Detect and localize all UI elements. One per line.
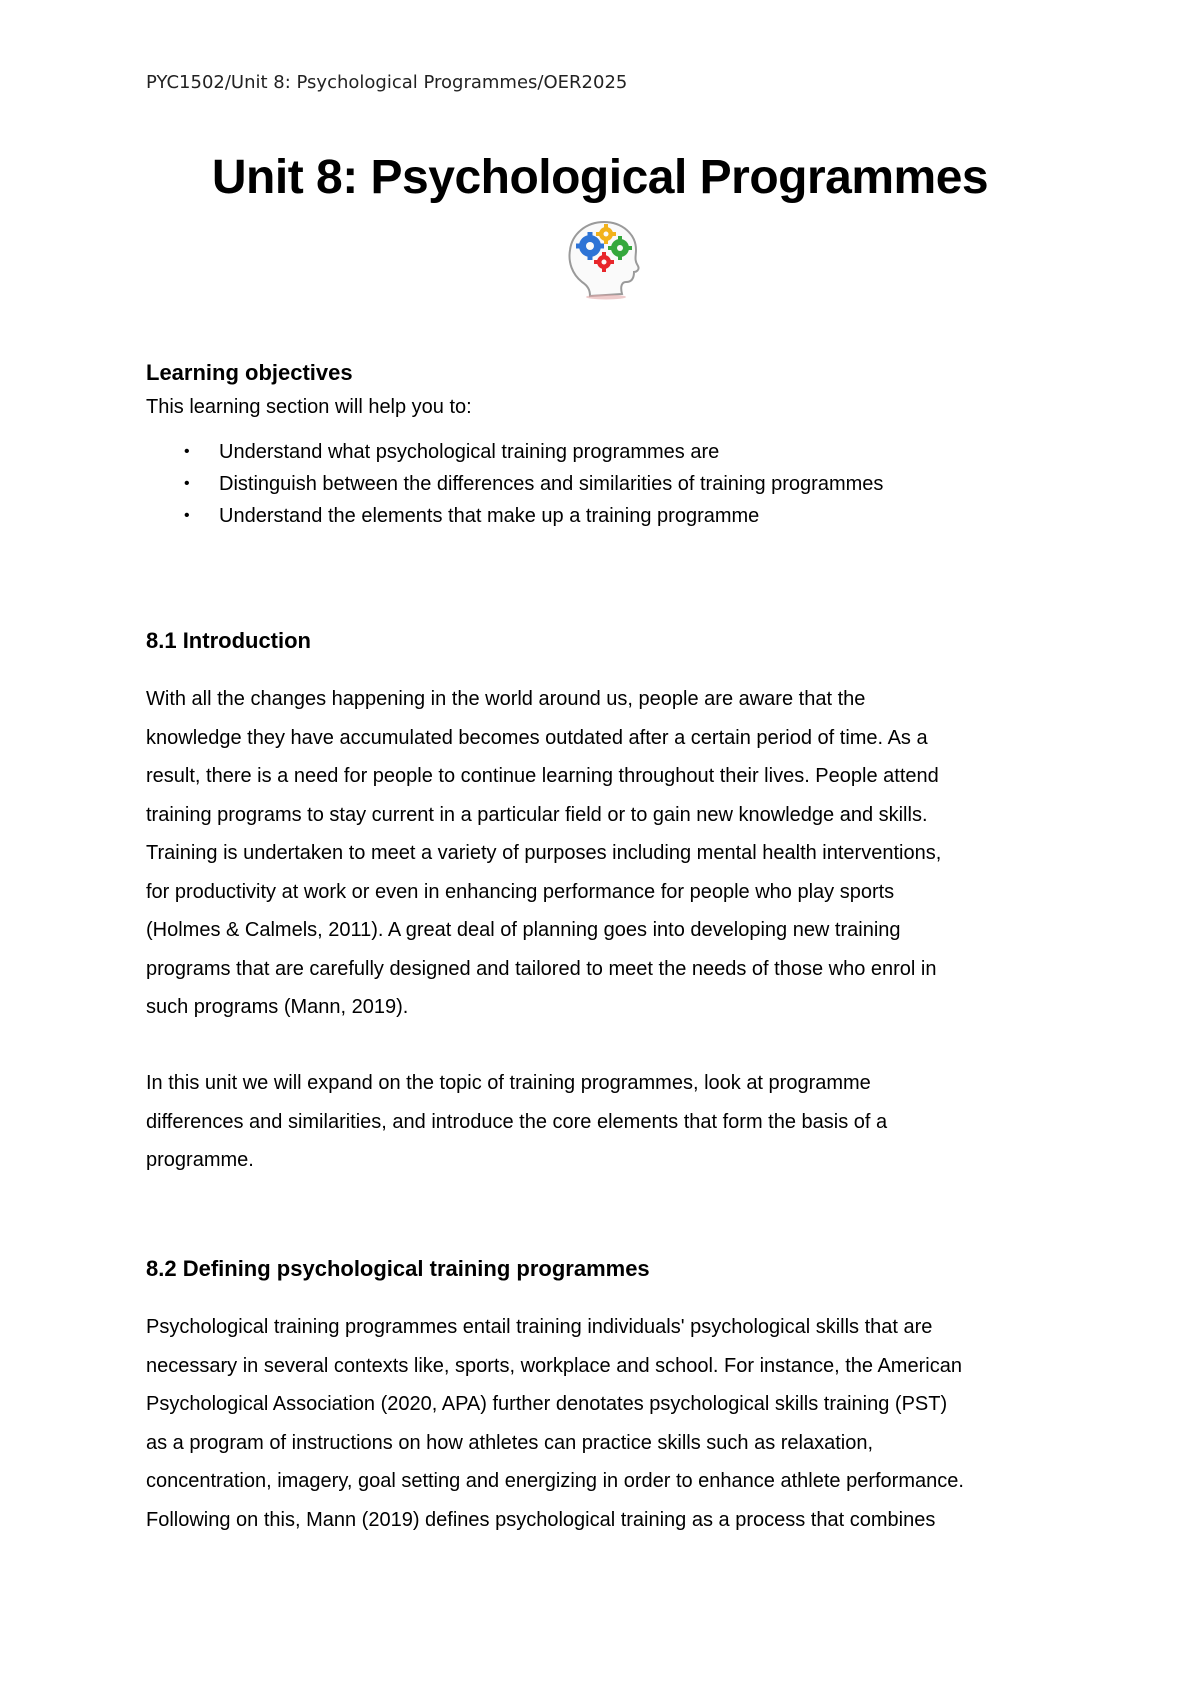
text-line: differences and similarities, and introduce the core elements that form the basis of a: [146, 1110, 888, 1133]
text-line: concentration, imagery, goal setting and energizing in order to enhance athlete performance.: [146, 1470, 964, 1492]
text-line: such programs (Mann, 2019).: [146, 996, 409, 1018]
list-item: [146, 500, 1106, 532]
learning-objectives-list: [146, 436, 1106, 532]
text-line: (Holmes & Calmels, 2011). A great deal of planning goes into developing new training: [146, 919, 901, 941]
text-line: as a program of instructions on how athletes can practice skills such as relaxation,: [146, 1431, 874, 1454]
list-item-text: Understand what psychological training programmes are: [219, 441, 720, 463]
text-line: Psychological Association (2020, APA) further denotates psychological skills training (PST): [146, 1393, 948, 1415]
page-title: Unit 8: Psychological Programmes: [211, 151, 989, 204]
section-heading-defining: 8.2 Defining psychological training programmes: [146, 1256, 650, 1281]
learning-objectives-heading: Learning objectives: [146, 360, 353, 385]
text-line: programs that are carefully designed and tailored to meet the needs of those who enrol in: [146, 957, 937, 980]
bullet-icon: •: [184, 443, 190, 460]
head-gears-illustration: [566, 216, 642, 300]
text-line: necessary in several contexts like, sports, workplace and school. For instance, the American: [146, 1354, 962, 1377]
list-item: [146, 468, 1106, 500]
text-line: With all the changes happening in the world around us, people are aware that the: [146, 688, 866, 710]
bullet-icon: •: [184, 475, 190, 492]
text-line: Training is undertaken to meet a variety of purposes including mental health interventions,: [146, 842, 942, 864]
list-item-text: Understand the elements that make up a training programme: [219, 505, 760, 527]
introduction-paragraph-1: [146, 680, 1066, 1027]
text-line: Following on this, Mann (2019) defines psychological training as a process that combines: [146, 1508, 936, 1531]
text-line: programme.: [146, 1149, 254, 1171]
text-line: Psychological training programmes entail training individuals' psychological skills that are: [146, 1316, 933, 1338]
learning-objectives-lead: This learning section will help you to:: [146, 396, 472, 418]
text-line: knowledge they have accumulated becomes outdated after a certain period of time. As a: [146, 726, 928, 749]
text-line: In this unit we will expand on the topic of training programmes, look at programme: [146, 1072, 871, 1094]
running-header: PYC1502/Unit 8: Psychological Programmes/OER2025: [146, 72, 628, 93]
list-item: [146, 436, 1106, 468]
defining-paragraph-1: [146, 1308, 1066, 1539]
section-heading-introduction: 8.1 Introduction: [146, 628, 311, 653]
introduction-paragraph-2: [146, 1064, 1066, 1180]
text-line: training programs to stay current in a particular field or to gain new knowledge and skills.: [146, 803, 928, 826]
bullet-icon: •: [184, 507, 190, 524]
text-line: result, there is a need for people to continue learning throughout their lives. People attend: [146, 765, 939, 787]
list-item-text: Distinguish between the differences and similarities of training programmes: [219, 473, 884, 495]
head-with-gears-icon: [566, 216, 642, 300]
text-line: for productivity at work or even in enhancing performance for people who play sports: [146, 880, 895, 903]
